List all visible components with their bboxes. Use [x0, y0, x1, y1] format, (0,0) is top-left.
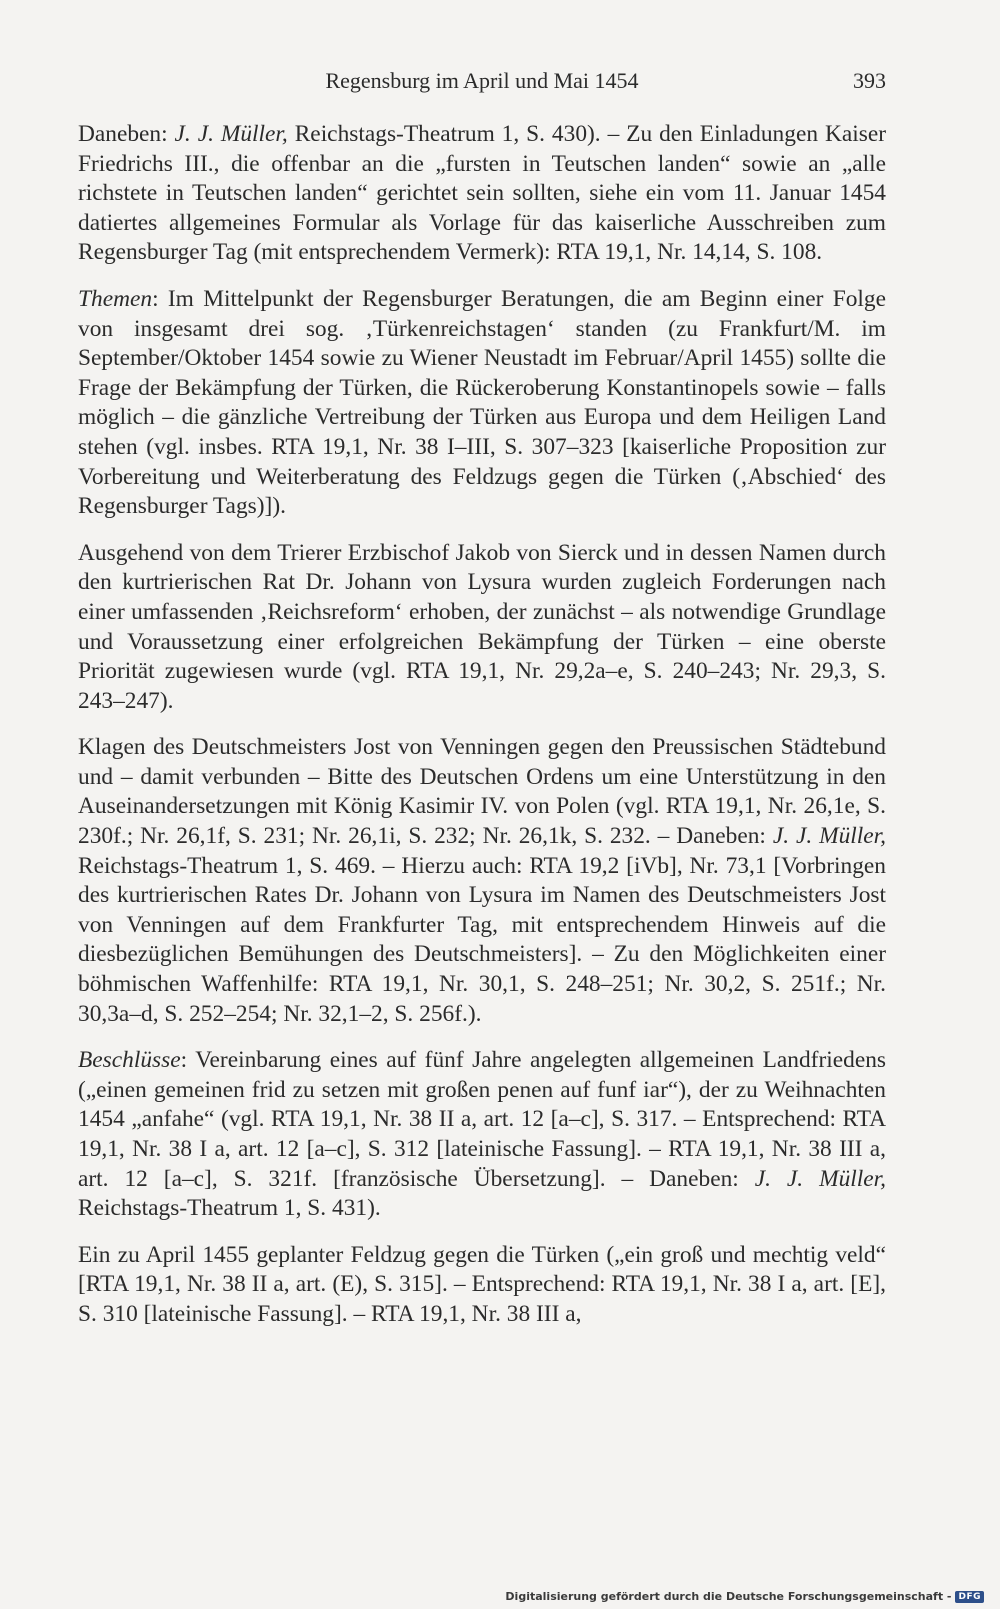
paragraph	[78, 733, 886, 1029]
text-run: Reichstags-Theatrum 1, S. 431).	[78, 1195, 381, 1222]
italic-text: J. J. Müller,	[754, 1165, 886, 1192]
text-run: Ausgehend von dem Trierer Erzbischof Jakob von Sierck und in dessen Namen durch den kurtrierischen Rat Dr. Johann von Lysura wurden zugleich Forderungen nach einer umfassenden ‚Reichsreform‘ erhoben, der zunächst – als notwendige Grundlage und Voraussetzung einer erfolgreichen Bekämpfung der Türken – eine oberste Priorität zugewiesen wurde (vgl. RTA 19,1, Nr. 29,2a–e, S. 240–243; Nr. 29,3, S. 243–247).	[78, 539, 886, 714]
text-run: : Vereinbarung eines auf fünf Jahre angelegten allgemeinen Landfriedens („einen gemeinen frid zu setzen mit großen penen auf funf iar“), der zu Weihnachten 1454 „anfahe“ (vgl. RTA 19,1, Nr. 38 II a, art. 12 [a–c], S. 317. – Entsprechend: RTA 19,1, Nr. 38 I a, art. 12 [a–c], S. 312 [lateinische Fassung]. – RTA 19,1, Nr. 38 III a, art. 12 [a–c], S. 321f. [französische Übersetzung]. – Daneben:	[78, 1047, 886, 1192]
italic-text: Themen	[78, 285, 153, 312]
digitization-credit	[505, 1590, 984, 1603]
paragraph	[78, 120, 886, 268]
paragraph	[78, 539, 886, 717]
body-text	[78, 120, 886, 1330]
text-run: Daneben:	[78, 121, 175, 147]
running-title: Regensburg im April und Mai 1454	[325, 68, 639, 93]
credit-text: Digitalisierung gefördert durch die Deutsche Forschungsgemeinschaft -	[505, 1590, 952, 1603]
text-run: Ein zu April 1455 geplanter Feldzug gegen die Türken („ein groß und mechtig veld“ [RTA 19,1, Nr. 38 II a, art. (E), S. 315]. – Entsprechend: RTA 19,1, Nr. 38 I a, art. [E], S. 310 [lateinische Fassung]. – RTA 19,1, Nr. 38 III a,	[78, 1241, 886, 1327]
text-run: : Im Mittelpunkt der Regensburger Beratungen, die am Beginn einer Folge von insgesamt drei sog. ‚Türkenreichstagen‘ standen (zu Frankfurt/M. im September/Oktober 1454 sowie zu Wiener Neustadt im Februar/April 1455) sollte die Frage der Bekämpfung der Türken, die Rückeroberung Konstantinopels sowie – falls möglich – die gänzliche Vertreibung der Türken aus Europa und dem Heiligen Land stehen (vgl. insbes. RTA 19,1, Nr. 38 I–III, S. 307–323 [kaiserliche Proposition zur Vorbereitung und Weiterberatung des Feldzugs gegen die Türken (‚Abschied‘ des Regensburger Tags)]).	[78, 285, 886, 520]
page-number: 393	[853, 68, 886, 93]
text-run: Reichstags-Theatrum 1, S. 430). – Zu den Einladungen Kaiser Friedrichs III., die offenbar an die „fursten in Teutschen landen“ sowie an „alle richstete in Teutschen landen“ gerichtet sein sollten, siehe ein vom 11. Januar 1454 datiertes allgemeines Formular als Vorlage für das kaiserliche Ausschreiben zum Regensburger Tag (mit entsprechendem Vermerk): RTA 19,1, Nr. 14,14, S. 108.	[78, 121, 886, 266]
italic-text: J. J. Müller,	[772, 823, 886, 850]
italic-text: Beschlüsse	[78, 1047, 181, 1074]
dfg-logo-icon: DFG	[955, 1591, 984, 1603]
italic-text: J. J. Müller,	[174, 121, 288, 147]
text-run: Reichstags-Theatrum 1, S. 469. – Hierzu auch: RTA 19,2 [iVb], Nr. 73,1 [Vorbringen des kurtrierischen Rates Dr. Johann von Lysura im Namen des Deutschmeisters Jost von Venningen auf dem Frankfurter Tag, mit entsprechendem Hinweis auf die diesbezüglichen Bemühungen des Deutschmeisters]. – Zu den Möglichkeiten einer böhmischen Waffenhilfe: RTA 19,1, Nr. 30,1, S. 248–251; Nr. 30,2, S. 251f.; Nr. 30,3a–d, S. 252–254; Nr. 32,1–2, S. 256f.).	[78, 852, 886, 1027]
running-head	[78, 64, 886, 98]
paragraph	[78, 285, 886, 522]
text-run: Klagen des Deutschmeisters Jost von Venningen gegen den Preussischen Städtebund und – damit verbunden – Bitte des Deutschen Ordens um eine Unterstützung in den Auseinandersetzungen mit König Kasimir IV. von Polen (vgl. RTA 19,1, Nr. 26,1e, S. 230f.; Nr. 26,1f, S. 231; Nr. 26,1i, S. 232; Nr. 26,1k, S. 232. – Daneben:	[78, 734, 886, 850]
paragraph	[78, 1241, 886, 1330]
paragraph	[78, 1046, 886, 1224]
